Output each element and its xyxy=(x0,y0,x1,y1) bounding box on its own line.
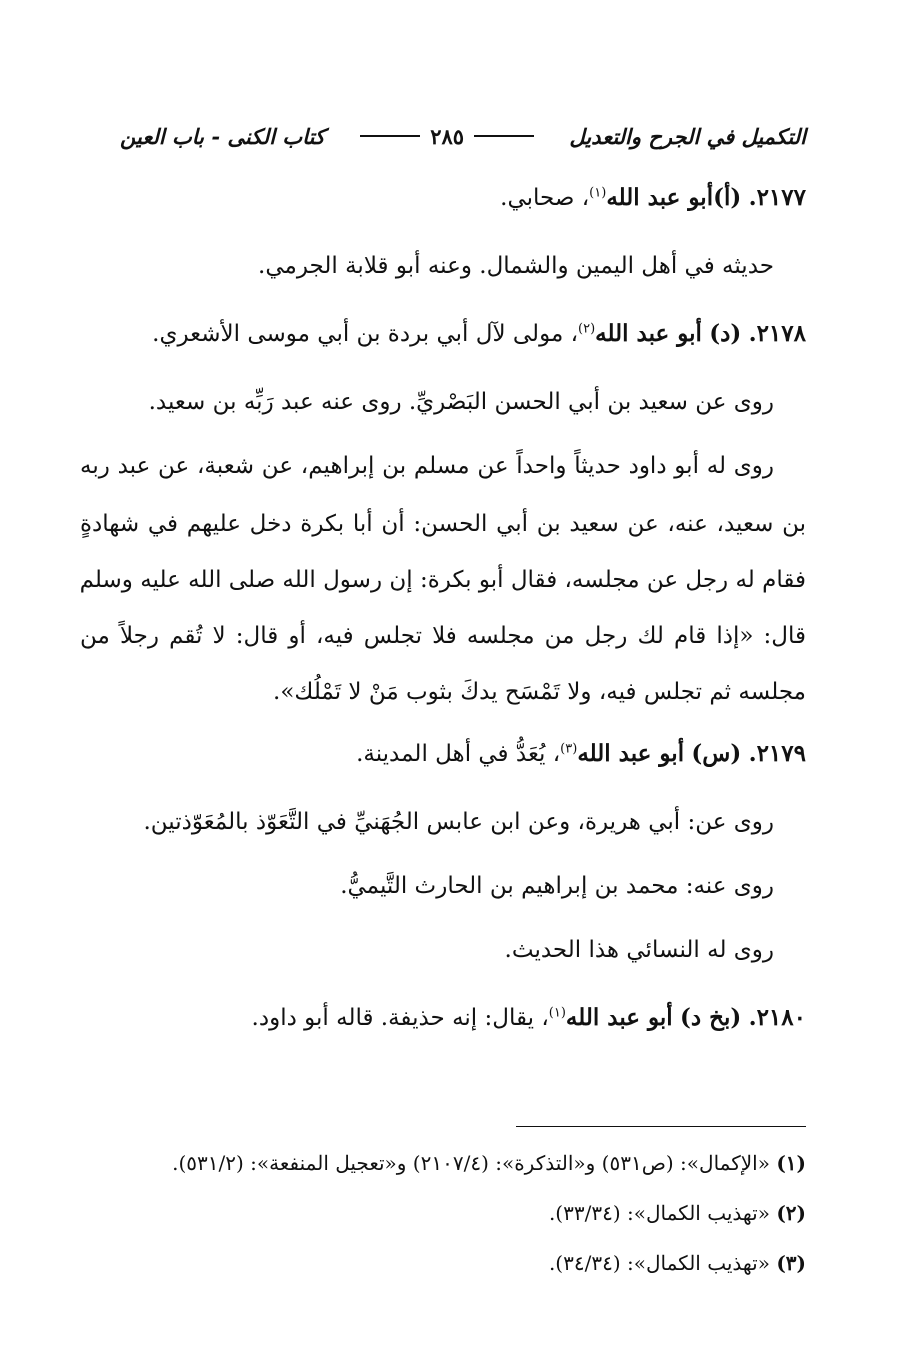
entry-number: ٢١٨٠. xyxy=(748,1004,806,1031)
entry-description: ، يُعَدُّ في أهل المدينة. xyxy=(356,741,561,767)
entry-2178-heading xyxy=(80,316,806,352)
header-chapter-title: كتاب الكنى - باب العين xyxy=(120,123,325,149)
footnote-text: «تهذيب الكمال»: (٣٤/٣٤). xyxy=(548,1251,770,1275)
paragraph-line: روى عنه: محمد بن إبراهيم بن الحارث التَّيميُّ. xyxy=(340,873,774,899)
running-header xyxy=(120,118,806,154)
paragraph-line: روى له أبو داود حديثاً واحداً عن مسلم بن إبراهيم، عن شعبة، عن عبد ربه xyxy=(80,453,774,479)
footnote-number: (١) xyxy=(776,1151,806,1175)
entry-description: ، يقال: إنه حذيفة. قاله أبو داود. xyxy=(251,1005,549,1031)
entry-code: (أ) xyxy=(713,184,742,211)
header-page-number-group xyxy=(350,124,544,149)
footnote-ref: (١) xyxy=(589,185,607,201)
header-dash-left xyxy=(360,135,420,137)
entry-description: ، مولى لآل أبي بردة بن أبي موسى الأشعري. xyxy=(152,321,578,347)
entry-code: (د) xyxy=(709,320,742,347)
footnote-separator xyxy=(516,1126,806,1127)
footnote-1 xyxy=(100,1148,806,1178)
paragraph-line: حديثه في أهل اليمين والشمال. وعنه أبو قلابة الجرمي. xyxy=(258,253,774,279)
entry-name: أبو عبد الله xyxy=(577,740,685,767)
paragraph-line: مجلسه ثم تجلس فيه، ولا تَمْسَح يدكَ بثوب مَنْ لا تَمْلُك». xyxy=(273,679,806,705)
footnote-ref: (٢) xyxy=(578,321,596,337)
entry-number: ٢١٧٩. xyxy=(748,740,806,767)
footnote-3 xyxy=(100,1248,806,1278)
entry-description: ، صحابي. xyxy=(500,185,590,211)
entry-name: أبو عبد الله xyxy=(595,320,702,347)
footnote-ref: (٣) xyxy=(560,741,578,757)
footnote-ref: (١) xyxy=(548,1005,566,1021)
entry-number: ٢١٧٧. xyxy=(748,184,806,211)
paragraph-line: روى عن سعيد بن أبي الحسن البَصْريِّ. روى عنه عبد رَبِّه بن سعيد. xyxy=(148,389,774,415)
entry-2179-heading xyxy=(80,736,806,772)
footnote-number: (٢) xyxy=(776,1201,806,1225)
footnote-2 xyxy=(100,1198,806,1228)
paragraph-line: قال: «إذا قام لك رجل من مجلسه فلا تجلس فيه، أو قال: لا تُقم رجلاً من xyxy=(80,623,806,649)
footnote-text: «تهذيب الكمال»: (٣٣/٣٤). xyxy=(548,1201,770,1225)
header-dash-right xyxy=(474,135,534,137)
footnote-text: «الإكمال»: (ص٥٣١) و«التذكرة»: (٢١٠٧/٤) و«تعجيل المنفعة»: (٥٣١/٢). xyxy=(172,1151,770,1175)
header-book-title: التكميل في الجرح والتعديل xyxy=(569,123,806,149)
entry-2180-heading xyxy=(80,1000,806,1036)
entry-name: أبو عبد الله xyxy=(606,184,714,211)
entry-number: ٢١٧٨. xyxy=(748,320,806,347)
footnote-number: (٣) xyxy=(776,1251,806,1275)
paragraph-line: روى عن: أبي هريرة، وعن ابن عابس الجُهَنيِّ في التَّعَوّذ بالمُعَوّذتين. xyxy=(143,809,774,835)
entry-code: (س) xyxy=(691,740,742,767)
entry-name: أبو عبد الله xyxy=(565,1004,673,1031)
entry-2177-heading xyxy=(80,180,806,216)
paragraph-line: بن سعيد، عنه، عن سعيد بن أبي الحسن: أن أبا بكرة دخل عليهم في شهادةٍ xyxy=(80,511,806,537)
page-number: ٢٨٥ xyxy=(430,123,465,149)
paragraph-line: فقام له رجل عن مجلسه، فقال أبو بكرة: إن رسول الله صلى الله عليه وسلم xyxy=(79,567,806,593)
entry-code: (بخ د) xyxy=(679,1004,742,1031)
paragraph-line: روى له النسائي هذا الحديث. xyxy=(504,937,774,963)
